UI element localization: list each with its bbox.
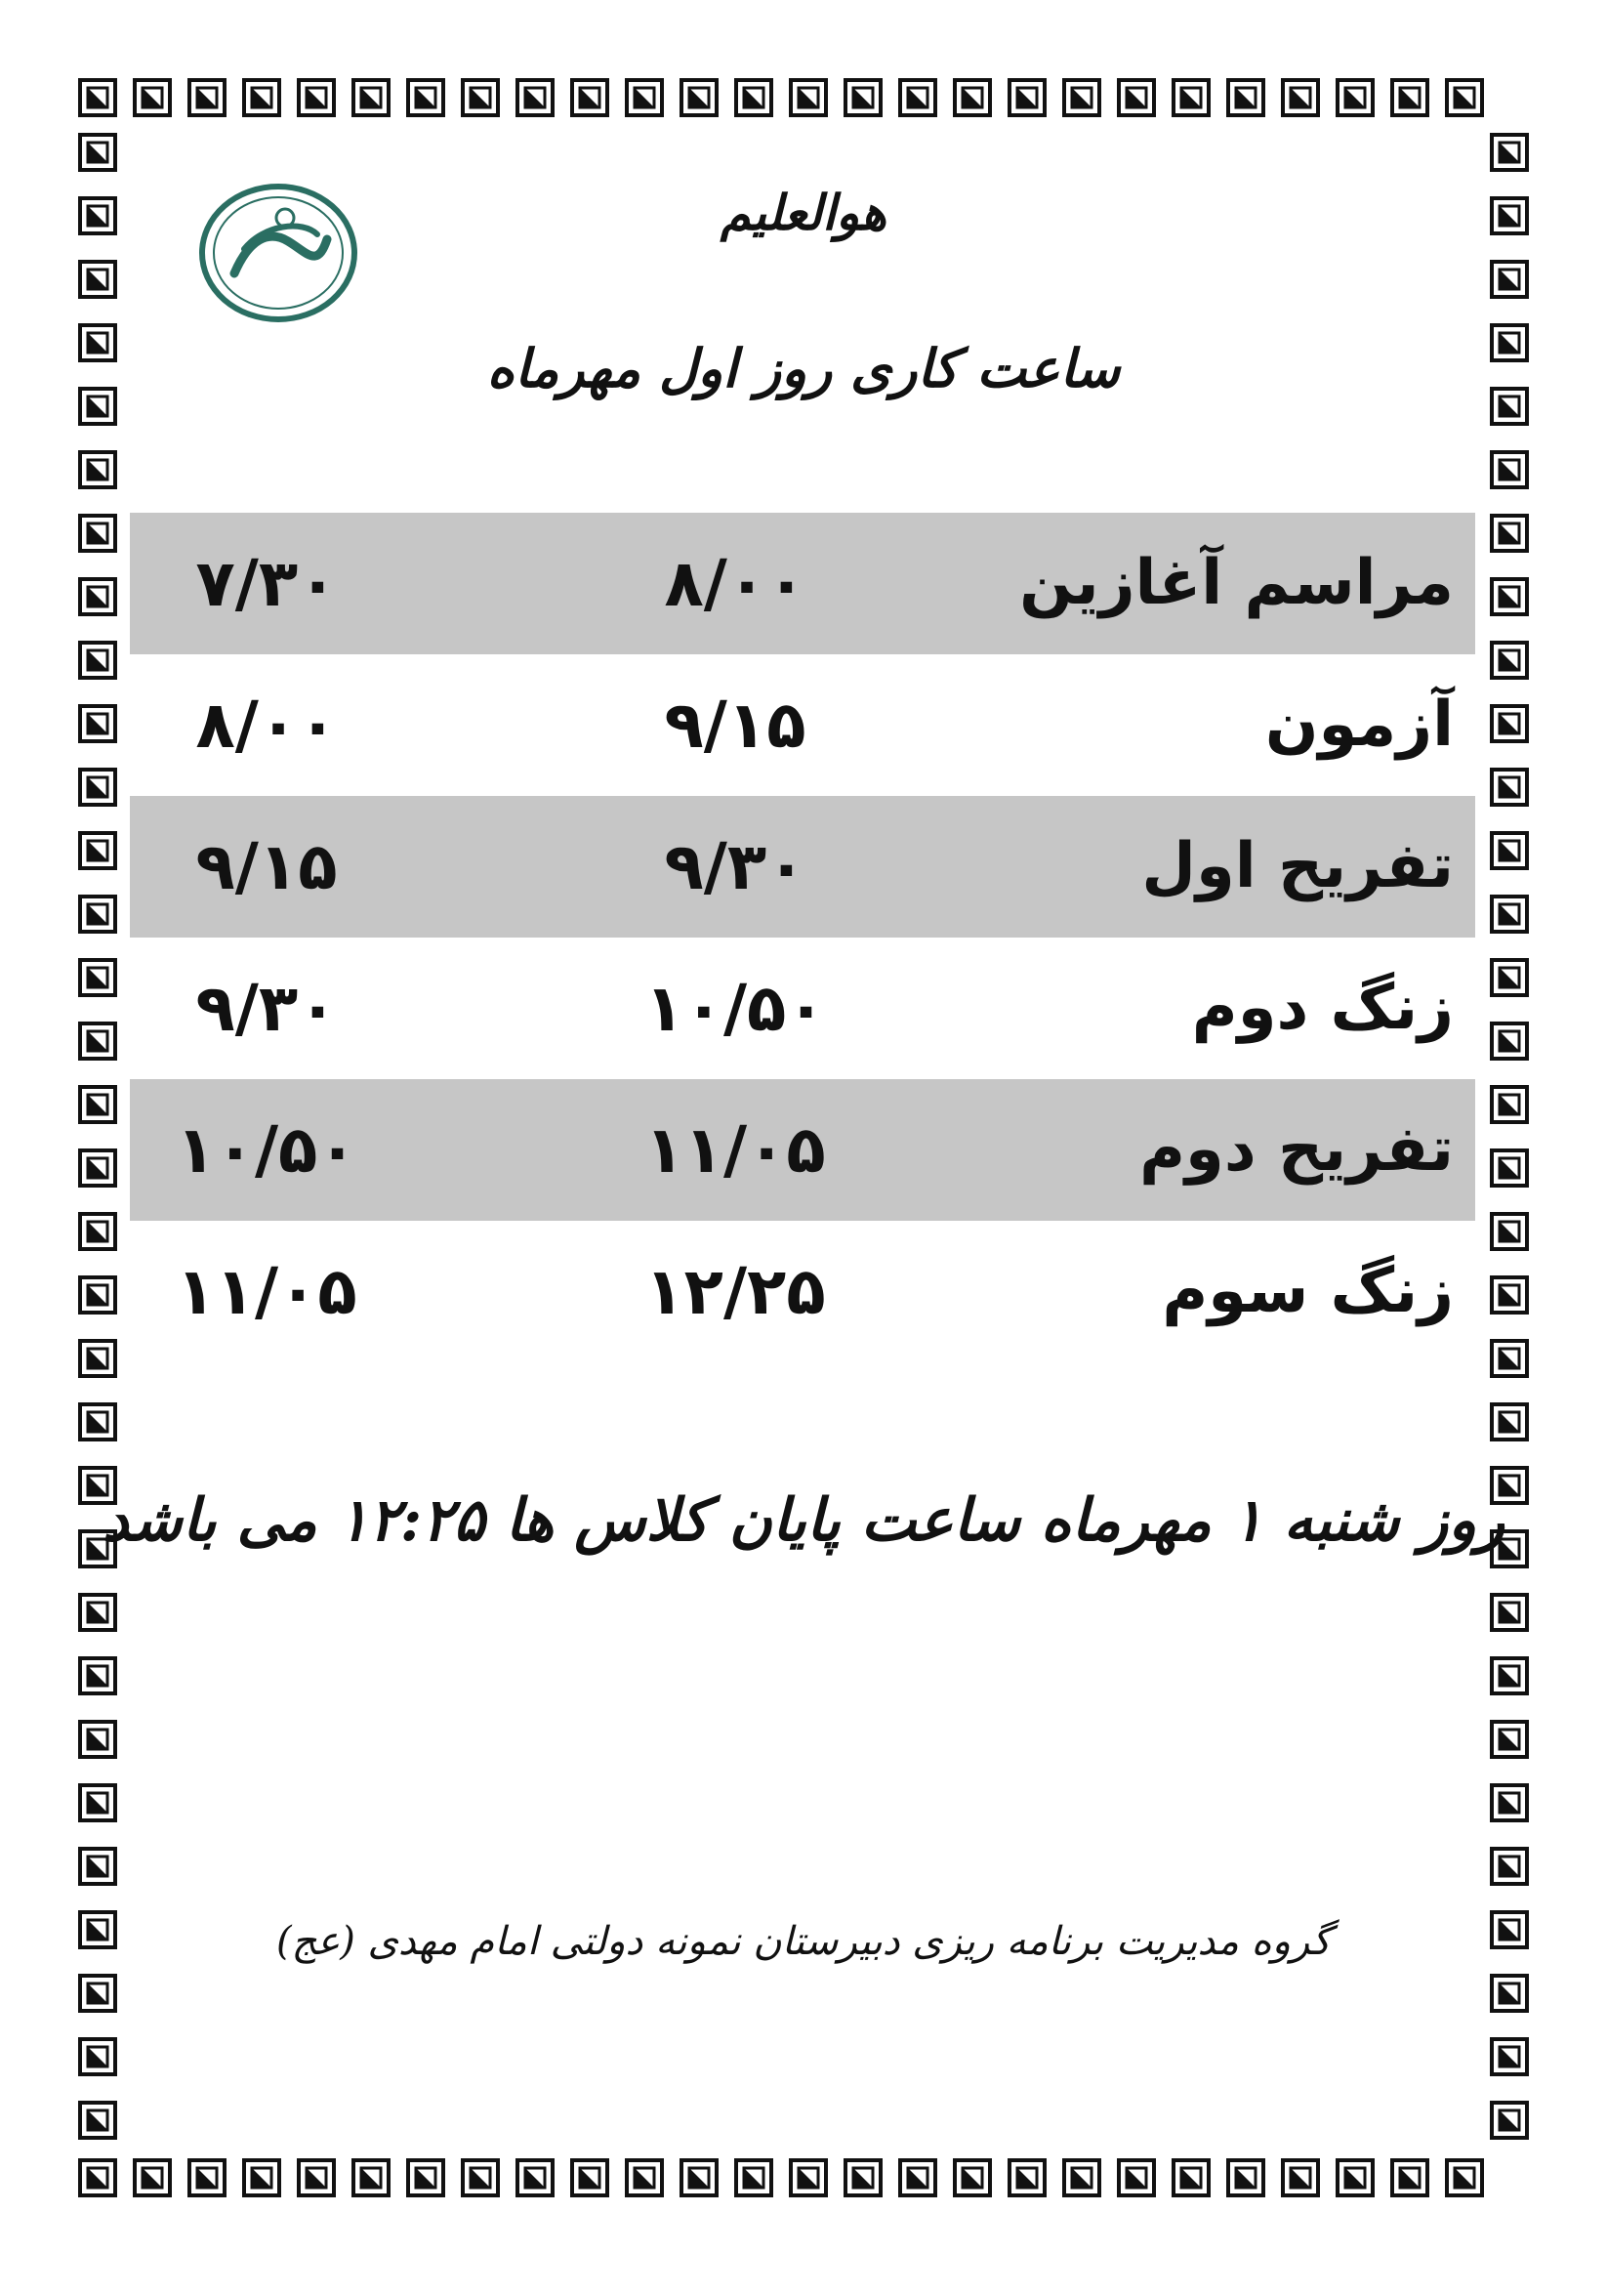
border-tile-icon	[1064, 2160, 1099, 2195]
border-tile-icon	[189, 80, 225, 115]
border-tile-icon	[1492, 960, 1527, 995]
border-tile-icon	[353, 2160, 389, 2195]
period-start-time: ۹/۳۰	[195, 971, 338, 1046]
border-tile-icon	[1492, 516, 1527, 551]
border-tile-icon	[1492, 643, 1527, 678]
border-tile-icon	[1492, 1087, 1527, 1122]
border-tile-icon	[1283, 80, 1318, 115]
border-tile-icon	[80, 1404, 115, 1440]
border-tile-icon	[80, 579, 115, 614]
border-tile-icon	[1010, 2160, 1045, 2195]
schedule-row	[130, 654, 1475, 796]
border-tile-icon	[1492, 2039, 1527, 2074]
border-tile-icon	[572, 2160, 607, 2195]
period-end-time: ۸/۰۰	[664, 546, 806, 621]
period-start-time: ۸/۰۰	[195, 688, 338, 763]
border-tile-icon	[845, 80, 881, 115]
border-tile-icon	[463, 80, 498, 115]
period-label: زنگ دوم	[1191, 972, 1454, 1044]
border-tile-icon	[1492, 770, 1527, 805]
schedule-row	[130, 513, 1475, 654]
border-tile-icon	[80, 1023, 115, 1059]
border-tile-icon	[1392, 80, 1427, 115]
border-tile-icon	[1338, 80, 1373, 115]
schedule-row	[130, 938, 1475, 1079]
border-tile-icon	[80, 135, 115, 170]
border-tile-icon	[1492, 579, 1527, 614]
border-tile-icon	[299, 2160, 334, 2195]
border-tile-icon	[299, 80, 334, 115]
border-tile-icon	[1447, 2160, 1482, 2195]
period-start-time: ۹/۱۵	[195, 829, 338, 904]
border-tile-icon	[408, 80, 443, 115]
period-label: تفریح اول	[1141, 830, 1454, 902]
period-start-time: ۱۱/۰۵	[176, 1254, 357, 1329]
border-tile-icon	[1392, 2160, 1427, 2195]
border-tile-icon	[408, 2160, 443, 2195]
border-tile-icon	[1492, 1722, 1527, 1757]
border-tile-icon	[1228, 80, 1263, 115]
border-tile-icon	[1174, 80, 1209, 115]
border-tile-icon	[791, 2160, 826, 2195]
border-tile-icon	[681, 2160, 717, 2195]
border-tile-icon	[955, 80, 990, 115]
period-start-time: ۷/۳۰	[195, 546, 338, 621]
border-tile-icon	[80, 1087, 115, 1122]
border-tile-icon	[1492, 897, 1527, 932]
border-tile-icon	[736, 2160, 771, 2195]
border-tile-icon	[736, 80, 771, 115]
border-tile-icon	[791, 80, 826, 115]
border-tile-icon	[80, 1341, 115, 1376]
period-label: آزمون	[1264, 689, 1454, 761]
page-motto: هوالعلیم	[720, 184, 887, 241]
border-tile-icon	[517, 2160, 553, 2195]
period-start-time: ۱۰/۵۰	[176, 1112, 357, 1188]
border-tile-icon	[1492, 833, 1527, 868]
border-tile-icon	[1492, 262, 1527, 297]
border-tile-icon	[80, 2160, 115, 2195]
border-tile-icon	[1492, 1404, 1527, 1440]
border-tile-icon	[80, 833, 115, 868]
border-tile-icon	[627, 2160, 662, 2195]
period-end-time: ۱۱/۰۵	[644, 1112, 826, 1188]
border-tile-icon	[627, 80, 662, 115]
border-tile-icon	[572, 80, 607, 115]
schedule-row	[130, 1221, 1475, 1362]
border-tile-icon	[80, 1277, 115, 1313]
page-title: ساعت کاری روز اول مهرماه	[486, 337, 1121, 399]
border-tile-icon	[1119, 80, 1154, 115]
border-tile-icon	[1492, 1150, 1527, 1186]
border-tile-icon	[1119, 2160, 1154, 2195]
closing-time-note: روز شنبه ۱ مهرماه ساعت پایان کلاس ها ۱۲:۲۵ می باشد	[102, 1486, 1505, 1555]
border-tile-icon	[189, 2160, 225, 2195]
border-tile-icon	[845, 2160, 881, 2195]
period-label: زنگ سوم	[1162, 1255, 1454, 1327]
border-tile-icon	[1492, 1849, 1527, 1884]
border-tile-icon	[1492, 706, 1527, 741]
border-tile-icon	[1447, 80, 1482, 115]
border-tile-icon	[517, 80, 553, 115]
border-tile-icon	[681, 80, 717, 115]
border-tile-icon	[80, 1595, 115, 1630]
period-end-time: ۹/۳۰	[664, 829, 806, 904]
border-tile-icon	[80, 2039, 115, 2074]
border-tile-icon	[1492, 452, 1527, 487]
border-tile-icon	[1492, 1023, 1527, 1059]
border-tile-icon	[80, 80, 115, 115]
period-end-time: ۱۲/۲۵	[644, 1254, 826, 1329]
border-tile-icon	[80, 516, 115, 551]
border-tile-icon	[80, 262, 115, 297]
border-tile-icon	[1492, 1277, 1527, 1313]
border-tile-icon	[80, 1785, 115, 1820]
border-tile-icon	[80, 1214, 115, 1249]
period-label: مراسم آغازین	[1019, 547, 1454, 619]
schedule-table	[130, 513, 1475, 1362]
schedule-row	[130, 796, 1475, 938]
border-tile-icon	[80, 1722, 115, 1757]
border-tile-icon	[135, 2160, 170, 2195]
border-tile-icon	[80, 643, 115, 678]
period-label: تفریح دوم	[1139, 1113, 1454, 1186]
border-tile-icon	[80, 1976, 115, 2011]
border-tile-icon	[1492, 135, 1527, 170]
border-tile-icon	[1283, 2160, 1318, 2195]
border-tile-icon	[80, 706, 115, 741]
border-tile-icon	[80, 1849, 115, 1884]
border-tile-icon	[1492, 1214, 1527, 1249]
border-tile-icon	[955, 2160, 990, 2195]
border-tile-icon	[1492, 1341, 1527, 1376]
border-tile-icon	[463, 2160, 498, 2195]
schedule-row	[130, 1079, 1475, 1221]
footer-signature: گروه مدیریت برنامه ریزی دبیرستان نمونه دولتی امام مهدی (عج)	[275, 1919, 1332, 1964]
border-tile-icon	[1338, 2160, 1373, 2195]
border-tile-icon	[1492, 1976, 1527, 2011]
border-tile-icon	[900, 2160, 935, 2195]
border-tile-icon	[80, 897, 115, 932]
border-tile-icon	[1492, 1785, 1527, 1820]
border-tile-icon	[900, 80, 935, 115]
period-end-time: ۹/۱۵	[664, 688, 806, 763]
border-tile-icon	[80, 1658, 115, 1693]
border-tile-icon	[1010, 80, 1045, 115]
border-tile-icon	[244, 80, 279, 115]
border-tile-icon	[1492, 1658, 1527, 1693]
border-tile-icon	[80, 770, 115, 805]
border-tile-icon	[80, 452, 115, 487]
border-tile-icon	[353, 80, 389, 115]
border-tile-icon	[80, 960, 115, 995]
border-tile-icon	[80, 2103, 115, 2138]
border-tile-icon	[1492, 1595, 1527, 1630]
border-tile-icon	[1228, 2160, 1263, 2195]
period-end-time: ۱۰/۵۰	[644, 971, 826, 1046]
border-tile-icon	[1492, 2103, 1527, 2138]
border-tile-icon	[244, 2160, 279, 2195]
border-tile-icon	[1174, 2160, 1209, 2195]
border-tile-icon	[1064, 80, 1099, 115]
border-tile-icon	[135, 80, 170, 115]
border-tile-icon	[80, 1150, 115, 1186]
